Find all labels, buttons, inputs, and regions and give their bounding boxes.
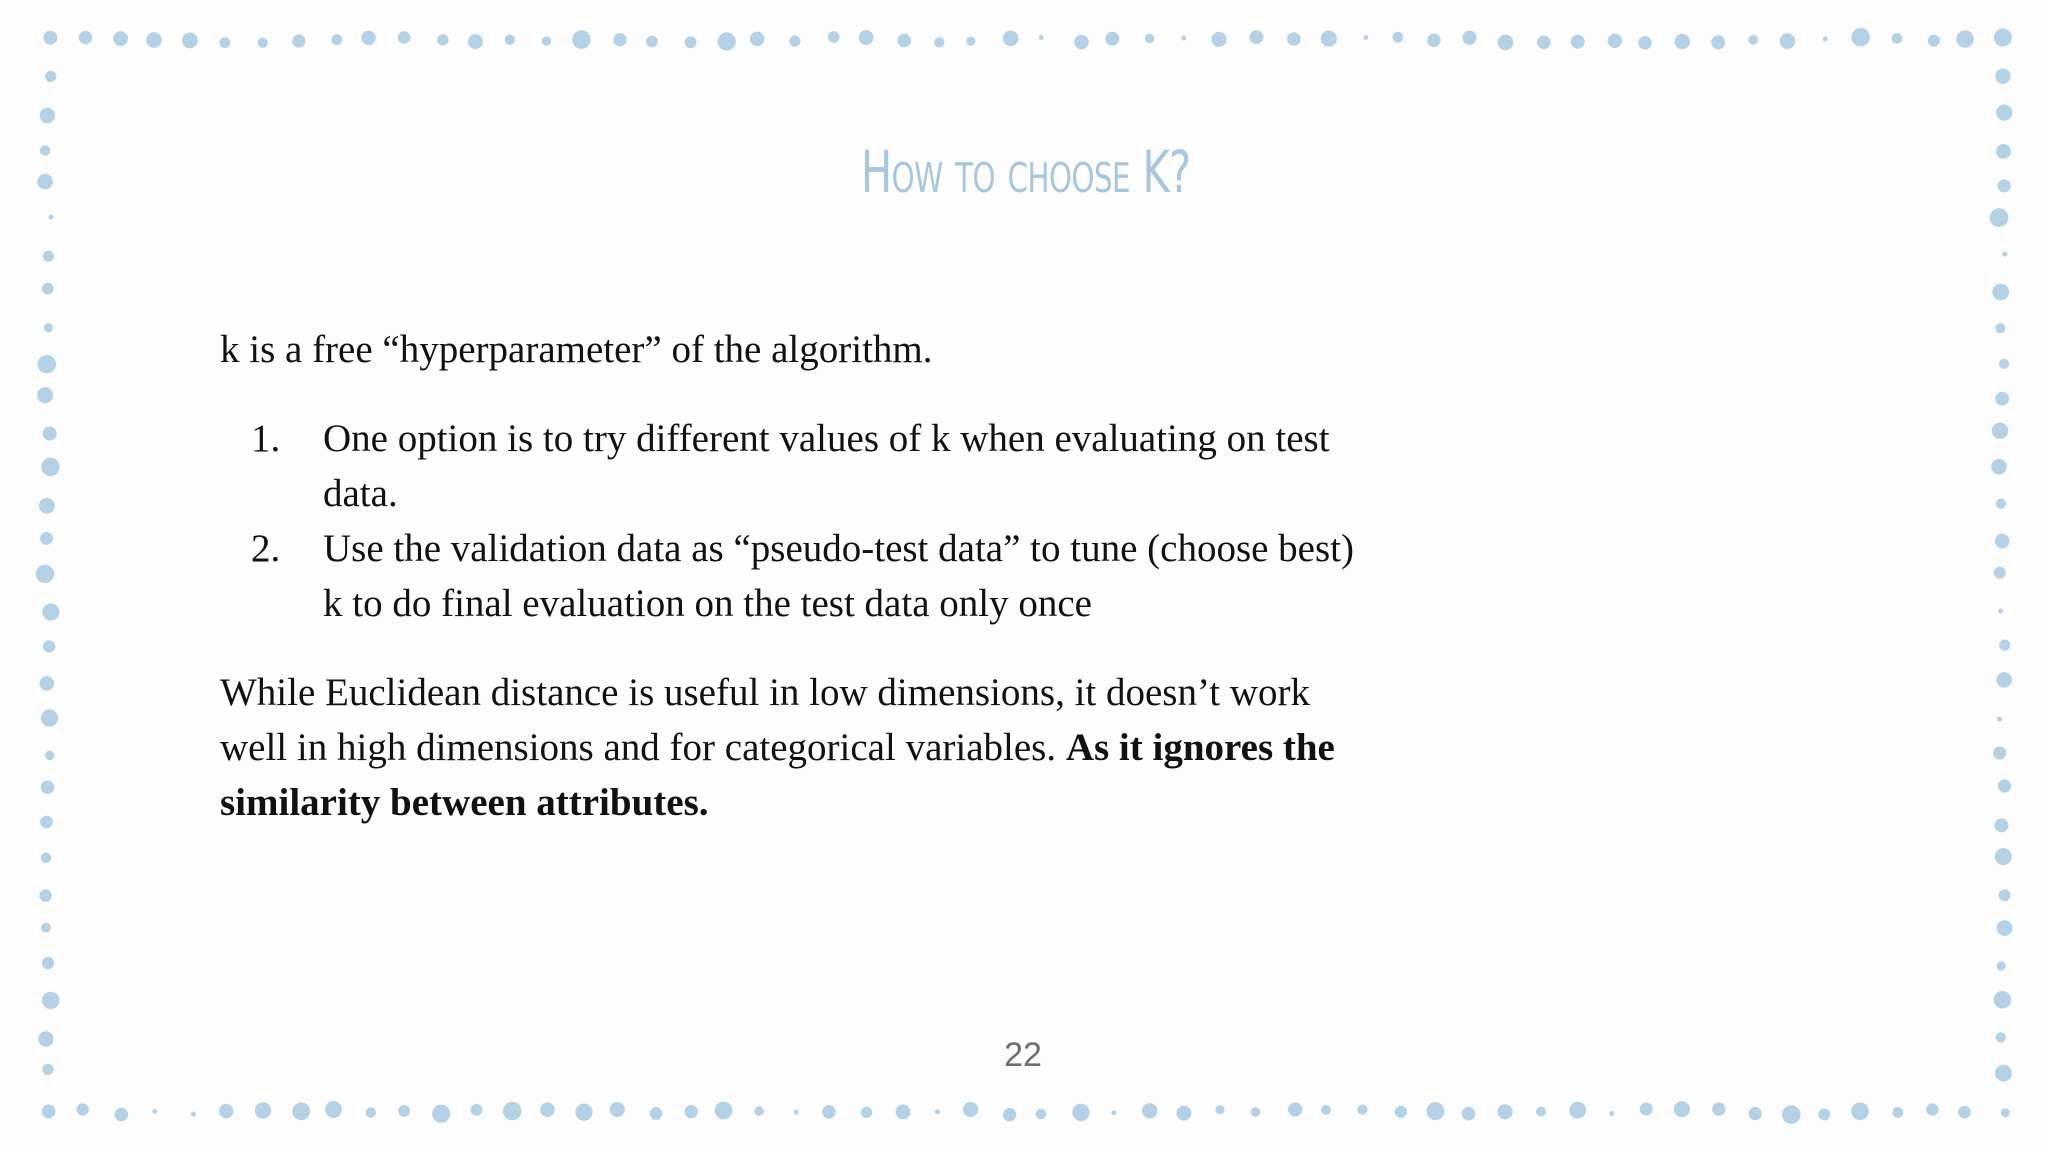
border-dot <box>1462 1107 1476 1121</box>
border-dot <box>1395 1106 1407 1118</box>
border-dot <box>1640 1103 1653 1116</box>
border-dot <box>505 35 515 45</box>
border-dot <box>41 709 58 726</box>
border-dot <box>1003 31 1019 47</box>
border-dot <box>1608 34 1622 48</box>
border-dot <box>1462 31 1476 45</box>
border-dot <box>1956 30 1973 47</box>
border-dot <box>1994 991 2012 1009</box>
border-dot <box>1780 33 1796 49</box>
border-dot <box>1105 32 1119 46</box>
border-dot <box>1074 35 1088 49</box>
border-dot <box>935 1109 940 1114</box>
border-dot <box>1998 179 2011 192</box>
border-dot <box>822 1105 836 1119</box>
border-dot <box>1498 1104 1513 1119</box>
border-dot <box>1111 1110 1116 1115</box>
list-item-number: 2. <box>251 527 281 570</box>
border-dot <box>146 32 162 48</box>
border-dot <box>1321 30 1337 46</box>
border-dot <box>1992 423 2008 439</box>
border-dot <box>1569 1102 1586 1119</box>
closing-text: While Euclidean distance is useful in low dimensions, it doesn’t work well in high dimensions and for categorical variables. <box>220 671 1311 769</box>
border-dot <box>685 1105 698 1118</box>
border-dot <box>1997 920 2013 936</box>
border-dot <box>503 1102 522 1121</box>
border-dot <box>1711 35 1725 49</box>
steps-list <box>220 411 1360 631</box>
border-dot <box>1995 534 2010 549</box>
border-dot <box>2002 252 2007 257</box>
border-dot <box>963 1102 978 1117</box>
border-dot <box>610 1102 625 1117</box>
border-dot <box>366 1107 376 1117</box>
border-dot <box>1996 499 2006 509</box>
border-dot <box>1995 69 2010 84</box>
border-dot <box>468 34 483 49</box>
border-dot <box>1990 208 2009 227</box>
border-dot <box>79 31 92 44</box>
border-dot <box>1995 848 2012 865</box>
border-dot <box>1250 30 1264 44</box>
border-dot <box>1039 35 1044 40</box>
border-dot <box>398 1105 410 1117</box>
border-dot <box>1997 961 2006 970</box>
closing-paragraph <box>220 665 1360 830</box>
border-dot <box>1998 609 2003 614</box>
border-dot <box>191 1112 196 1117</box>
border-dot <box>1427 1102 1445 1120</box>
border-dot <box>1991 459 2007 475</box>
list-item-number: 1. <box>251 417 281 460</box>
border-dot <box>1176 1106 1191 1121</box>
border-dot <box>361 31 375 45</box>
border-dot <box>1357 1105 1367 1115</box>
border-dot <box>49 215 54 220</box>
border-dot <box>1996 144 2011 159</box>
border-dot <box>1036 1109 1047 1120</box>
border-dot <box>794 1110 799 1115</box>
border-dot <box>540 1102 555 1117</box>
border-dot <box>1392 32 1403 43</box>
border-dot <box>42 604 59 621</box>
border-dot <box>292 1102 310 1120</box>
border-dot <box>613 33 626 46</box>
border-dot <box>1998 779 2011 792</box>
border-dot <box>258 38 268 48</box>
border-dot <box>1851 28 1870 47</box>
border-dot <box>896 1105 911 1120</box>
border-dot <box>39 498 55 514</box>
border-dot <box>40 145 50 155</box>
border-dot <box>789 36 800 47</box>
border-dot <box>1003 1108 1016 1121</box>
border-dot <box>575 1104 592 1121</box>
border-dot <box>1321 1105 1331 1115</box>
border-dot <box>1638 36 1651 49</box>
border-dot <box>1181 36 1186 41</box>
border-dot <box>1818 1108 1830 1120</box>
border-dot <box>572 30 591 49</box>
border-dot <box>41 458 60 477</box>
border-dot <box>115 1108 129 1122</box>
border-dot <box>40 108 55 123</box>
border-dot <box>325 1101 342 1118</box>
border-dot <box>1928 35 1940 47</box>
border-dot <box>861 1107 872 1118</box>
border-dot <box>1995 323 2005 333</box>
border-dot <box>152 1109 157 1114</box>
border-dot <box>1997 717 2002 722</box>
border-dot <box>40 532 53 545</box>
border-dot <box>1958 1106 1971 1119</box>
border-dot <box>1215 1105 1224 1114</box>
closing-bold-text: As it ignores the similarity between attributes. <box>220 726 1335 824</box>
border-dot <box>1498 35 1514 51</box>
border-dot <box>42 957 54 969</box>
slide-title: How to choose K? <box>860 138 1191 206</box>
border-dot <box>1994 29 2012 47</box>
border-dot <box>828 31 840 43</box>
list-item-text: One option is to try different values of k when evaluating on test data. <box>323 417 1330 515</box>
border-dot <box>219 37 230 48</box>
border-dot <box>715 1102 733 1120</box>
border-dot <box>1892 1107 1903 1118</box>
border-dot <box>754 1106 764 1116</box>
border-dot <box>685 36 697 48</box>
border-dot <box>1536 1107 1546 1117</box>
border-dot <box>398 31 411 44</box>
border-dot <box>41 853 51 863</box>
border-dot <box>542 36 551 45</box>
border-dot <box>41 923 51 933</box>
border-dot <box>1999 359 2009 369</box>
border-dot <box>897 34 911 48</box>
border-dot <box>77 1103 89 1115</box>
slide-body <box>220 322 1360 830</box>
border-dot <box>718 32 736 50</box>
border-dot <box>1674 1101 1690 1117</box>
border-dot <box>37 387 53 403</box>
border-dot <box>1251 1107 1261 1117</box>
border-dot <box>41 781 55 795</box>
list-item-text: Use the validation data as “pseudo-test data” to tune (choose best) k to do final evaluation on the test data only once <box>323 527 1354 625</box>
border-dot <box>1994 567 2006 579</box>
page-number: 22 <box>1004 1036 1042 1074</box>
border-dot <box>1537 36 1551 50</box>
border-dot <box>1287 32 1301 46</box>
border-dot <box>42 283 54 295</box>
border-dot <box>2001 1108 2010 1117</box>
border-dot <box>1823 36 1828 41</box>
border-dot <box>1427 34 1440 47</box>
border-dot <box>1072 1104 1089 1121</box>
border-dot <box>750 32 765 47</box>
border-dot <box>42 1105 56 1119</box>
border-dot <box>1996 105 2012 121</box>
border-dot <box>1999 889 2011 901</box>
border-dot <box>437 34 448 45</box>
border-dot <box>1993 746 2006 759</box>
border-dot <box>432 1105 450 1123</box>
list-item <box>220 521 1360 631</box>
border-dot <box>292 34 305 47</box>
border-dot <box>859 30 874 45</box>
border-dot <box>40 816 53 829</box>
border-dot <box>40 676 55 691</box>
border-dot <box>1995 392 2009 406</box>
border-dot <box>1782 1105 1801 1124</box>
border-dot <box>43 31 57 45</box>
border-dot <box>1749 1107 1762 1120</box>
border-dot <box>43 427 57 441</box>
border-dot <box>1995 818 2009 832</box>
border-dot <box>966 37 975 46</box>
border-dot <box>43 251 54 262</box>
border-dot <box>182 33 198 49</box>
border-dot <box>43 640 55 652</box>
list-item <box>220 411 1360 521</box>
border-dot <box>1288 1102 1302 1116</box>
border-dot <box>1999 640 2010 651</box>
border-dot <box>39 889 51 901</box>
border-dot <box>37 174 53 190</box>
border-dot <box>45 71 56 82</box>
border-dot <box>1211 32 1226 47</box>
border-dot <box>38 355 56 373</box>
border-dot <box>1712 1102 1725 1115</box>
border-dot <box>1851 1103 1869 1121</box>
border-dot <box>45 751 54 760</box>
border-dot <box>1892 33 1903 44</box>
border-dot <box>1363 35 1368 40</box>
border-dot <box>1571 35 1585 49</box>
border-dot <box>650 1107 663 1120</box>
border-dot <box>255 1102 271 1118</box>
border-dot <box>646 36 658 48</box>
border-dot <box>1748 35 1758 45</box>
border-dot <box>1142 1103 1157 1118</box>
border-dot <box>44 323 53 332</box>
border-dot <box>1145 34 1155 44</box>
border-dot <box>1996 672 2012 688</box>
border-dot <box>113 31 128 46</box>
border-dot <box>1675 34 1691 50</box>
border-dot <box>1609 1111 1614 1116</box>
border-dot <box>1992 284 2009 301</box>
border-dot <box>934 37 944 47</box>
intro-text: k is a free “hyperparameter” of the algorithm. <box>220 328 933 371</box>
border-dot <box>36 565 54 583</box>
border-dot <box>471 1104 483 1116</box>
border-dot <box>1926 1103 1938 1115</box>
border-dot <box>332 34 343 45</box>
border-dot <box>42 992 59 1009</box>
border-dot <box>219 1104 233 1118</box>
